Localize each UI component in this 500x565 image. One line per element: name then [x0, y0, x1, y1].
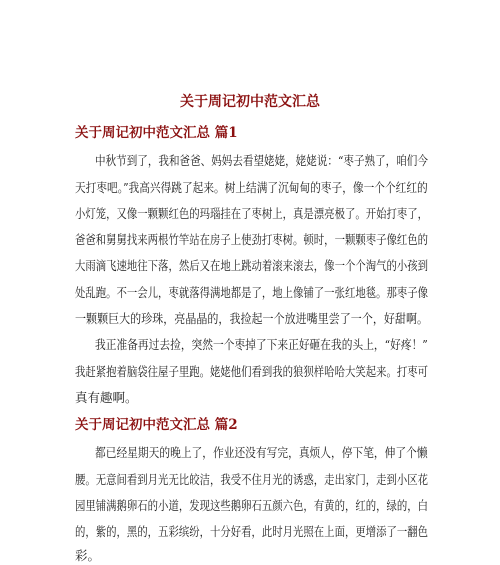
document-title: 关于周记初中范文汇总 — [180, 94, 320, 110]
paragraph-line: 天打枣吧。”我高兴得跳了起来。树上结满了沉甸甸的枣子，像一个个红红的 — [75, 180, 428, 195]
paragraph-line: 都已经星期天的晚上了，作业还没有写完，真烦人，停下笔，伸了个懒 — [95, 445, 428, 460]
paragraph-line: 园里铺满鹅卵石的小道，发现这些鹅卵石五颜六色，有黄的，红的，绿的，白 — [75, 498, 429, 513]
paragraph-line: 彩。 — [75, 548, 101, 563]
paragraph-line: 大雨滴飞速地往下落，然后又在地上跳动着滚来滚去，像一个个淘气的小孩到 — [75, 258, 429, 273]
section-heading-2: 关于周记初中范文汇总 篇2 — [75, 417, 238, 433]
paragraph-line: 处乱跑。不一会儿，枣就落得满地都是了，地上像铺了一张红地毯。那枣子像 — [75, 285, 429, 300]
paragraph-line: 我正准备再过去捡，突然一个枣掉了下来正好砸在我的头上，“好疼！” — [95, 337, 428, 352]
paragraph-line: 爸爸和舅舅找来两根竹竿站在房子上使劲打枣树。顿时，一颗颗枣子像红色的 — [75, 232, 429, 247]
paragraph-line: 腰。无意间看到月光无比皎洁，我受不住月光的诱惑，走出家门，走到小区花 — [75, 472, 429, 487]
paragraph-line: 小灯笼，又像一颗颗红色的玛瑙挂在了枣树上，真是漂亮极了。开始打枣了， — [75, 206, 429, 221]
paragraph-line: 我赶紧抱着脑袋往屋子里跑。姥姥他们看到我的狼狈样哈哈大笑起来。打枣可 — [75, 364, 429, 379]
section-heading-1: 关于周记初中范文汇总 篇1 — [75, 125, 238, 141]
paragraph-line: 一颗颗巨大的珍珠，亮晶晶的，我捡起一个放进嘴里尝了一个，好甜啊。 — [75, 311, 429, 326]
paragraph-line: 真有趣啊。 — [75, 390, 138, 405]
paragraph-line: 的，紫的，黑的，五彩缤纷，十分好看，此时月光照在上面，更增添了一翻色 — [75, 524, 429, 539]
paragraph-line: 中秋节到了，我和爸爸、妈妈去看望姥姥，姥姥说：“枣子熟了，咱们今 — [95, 153, 428, 168]
